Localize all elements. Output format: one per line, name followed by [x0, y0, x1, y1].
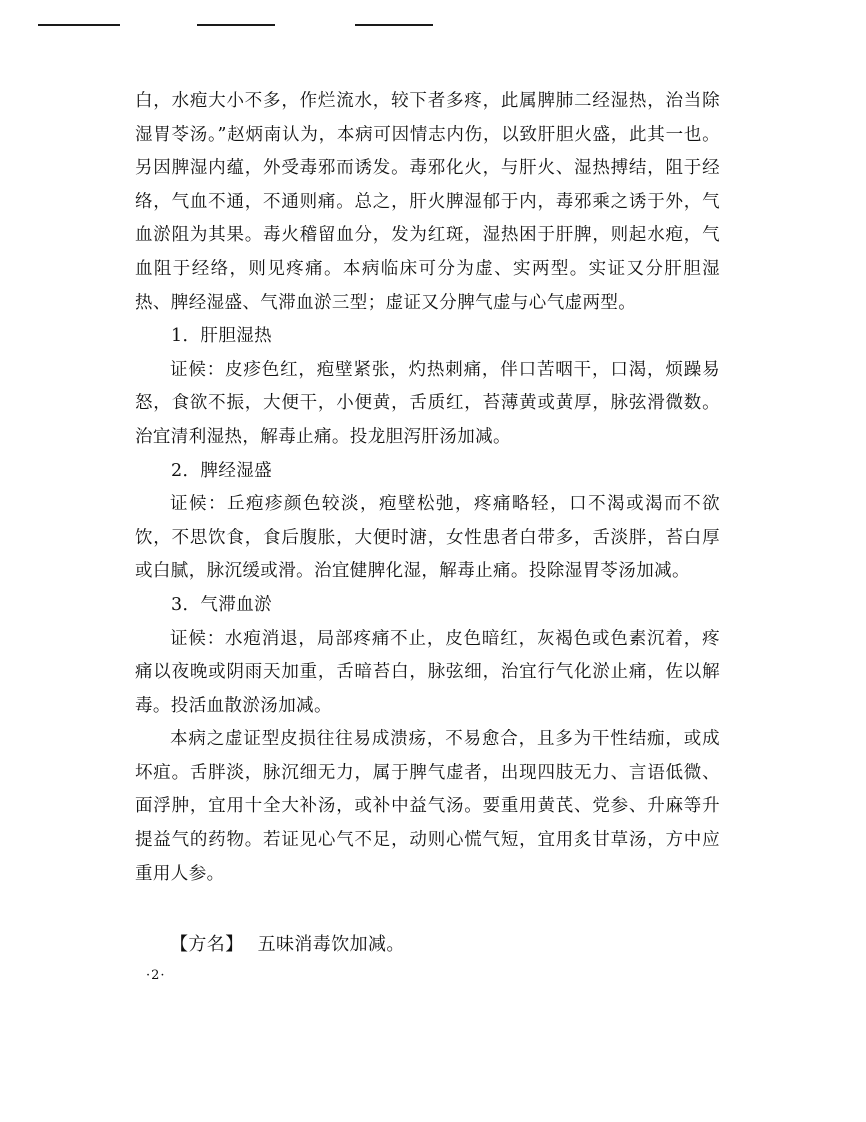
prescription-label: 【方名】 [170, 934, 244, 955]
paragraph-intro: 白，水疱大小不多，作烂流水，较下者多疼，此属脾肺二经湿热，治当除湿胃苓汤。”赵炳南认为，本病可因情志内伤，以致肝胆火盛，此其一也。另因脾湿内蕴，外受毒邪而诱发。毒邪化火，与肝火、湿热搏结，阻于经络，气血不通，不通则痛。总之，肝火脾湿郁于内，毒邪乘之诱于外，气血淤阻为其果。毒火稽留血分，发为红斑，湿热困于肝脾，则起水疱，气血阻于经络，则见疼痛。本病临床可分为虚、实两型。实证又分肝胆湿热、脾经湿盛、气滞血淤三型；虚证又分脾气虚与心气虚两型。 [135, 91, 720, 313]
prescription-line [170, 930, 405, 956]
paragraph-liver-gallbladder-syndrome: 证候：皮疹色红，疱壁紧张，灼热刺痛，伴口苦咽干，口渴，烦躁易怒，食欲不振，大便干，小便黄，舌质红，苔薄黄或黄厚，脉弦滑微数。治宜清利湿热，解毒止痛。投龙胆泻肝汤加减。 [135, 359, 720, 447]
paragraph-qi-stagnation-syndrome: 证候：水疱消退，局部疼痛不止，皮色暗红，灰褐色或色素沉着，疼痛以夜晚或阴雨天加重，舌暗苔白，脉弦细，治宜行气化淤止痛，佐以解毒。投活血散淤汤加减。 [135, 628, 720, 716]
header-rule-right [355, 24, 433, 26]
page-number: ·2· [146, 968, 166, 983]
paragraph-deficiency-type: 本病之虚证型皮损往往易成溃疡，不易愈合，且多为干性结痂，或成坏疽。舌胖淡，脉沉细无力，属于脾气虚者，出现四肢无力、言语低微、面浮肿，宜用十全大补汤，或补中益气汤。要重用黄芪、党参、升麻等升提益气的药物。若证见心气不足，动则心慌气短，宜用炙甘草汤，方中应重用人参。 [135, 729, 720, 884]
prescription-text: 五味消毒饮加减。 [257, 934, 405, 955]
page-body [135, 85, 720, 891]
section-heading-liver-gallbladder: 1．肝胆湿热 [171, 326, 273, 347]
header-rule-left [38, 24, 120, 26]
paragraph-spleen-damp-syndrome: 证候：丘疱疹颜色较淡，疱壁松弛，疼痛略轻，口不渴或渴而不欲饮，不思饮食，食后腹胀，大便时溏，女性患者白带多，舌淡胖，苔白厚或白腻，脉沉缓或滑。治宜健脾化湿，解毒止痛。投除湿胃苓汤加减。 [135, 494, 720, 582]
section-heading-spleen-damp: 2．脾经湿盛 [171, 460, 273, 481]
section-heading-qi-stagnation: 3．气滞血淤 [171, 594, 273, 615]
header-rule-middle [197, 24, 275, 26]
